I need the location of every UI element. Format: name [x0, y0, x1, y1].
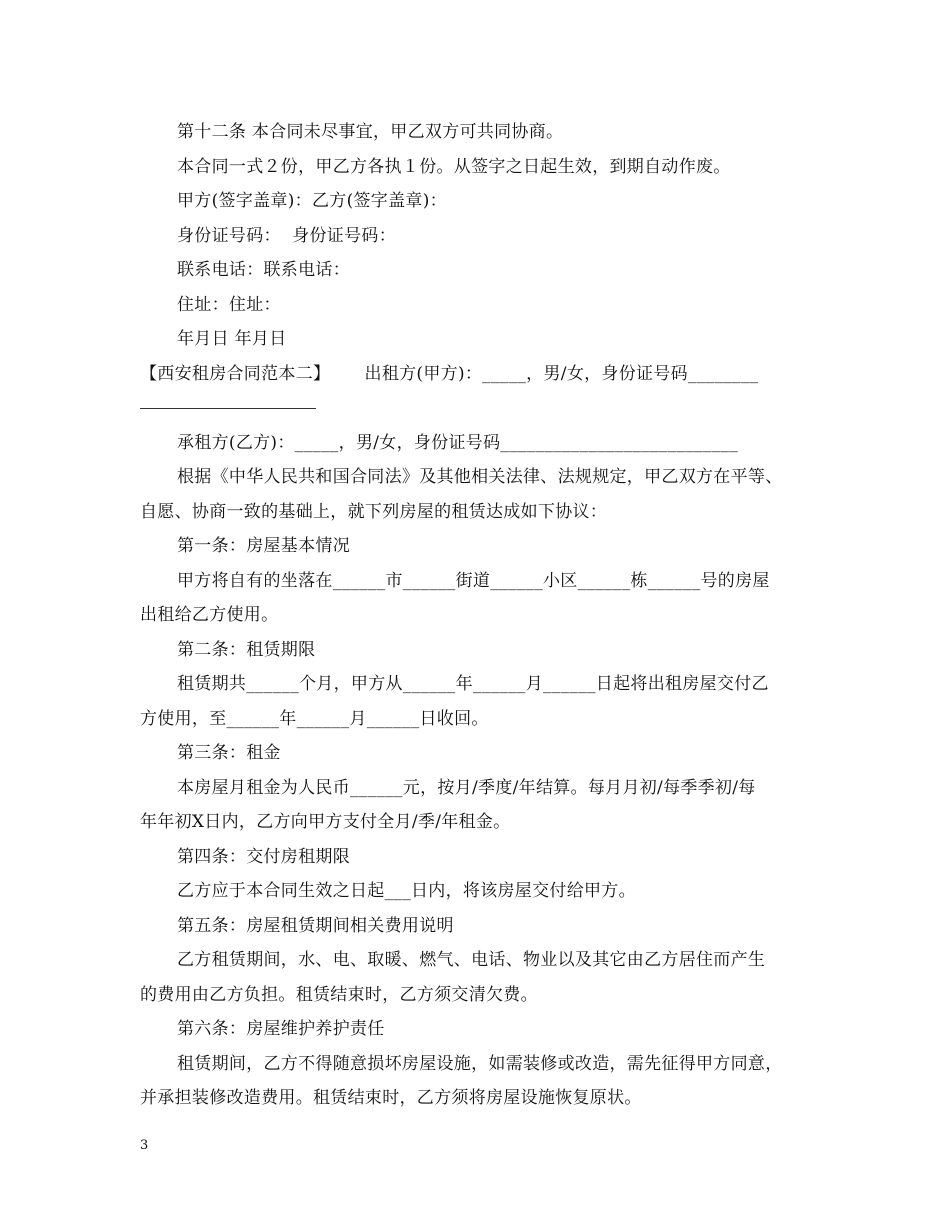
- article-4-text: 乙方应于本合同生效之日起___日内，将该房屋交付给甲方。: [177, 881, 636, 901]
- article-4-heading: 第四条：交付房租期限: [177, 846, 350, 867]
- page-number: 3: [140, 1138, 149, 1153]
- address-line: 住址：住址：: [177, 294, 281, 315]
- article-2-text-2: 方使用，至______年______月______日收回。: [140, 708, 489, 729]
- article-5-text-1: 乙方租赁期间，水、电、取暖、燃气、电话、物业以及其它由乙方居住而产生: [177, 950, 766, 970]
- preamble-line-2: 自愿、协商一致的基础上，就下列房屋的租赁达成如下协议：: [140, 501, 608, 522]
- signature-line: 甲方(签字盖章)：乙方(签字盖章)：: [177, 191, 447, 211]
- lessee-line: 承租方(乙方)：_____，男/女，身份证号码___________________________: [177, 432, 738, 453]
- date-line: 年月日 年月日: [177, 329, 287, 349]
- template-two-heading: 【西安租房合同范本二】 出租方(甲方)：_____，男/女，身份证号码________: [140, 363, 759, 384]
- article-3-heading: 第三条：租金: [177, 743, 281, 763]
- preamble-line-1: 根据《中华人民共和国合同法》及其他相关法律、法规规定，甲乙双方在平等、: [177, 467, 783, 487]
- article-2-heading: 第二条：租赁期限: [177, 639, 316, 660]
- article-6-heading: 第六条：房屋维护养护责任: [177, 1019, 385, 1039]
- phone-line: 联系电话：联系电话：: [177, 260, 350, 280]
- article-3-text-1: 本房屋月租金为人民币______元，按月/季度/年结算。每月月初/每季季初/每: [177, 777, 756, 798]
- article-6-text-2: 并承担装修改造费用。租赁结束时，乙方须将房屋设施恢复原状。: [140, 1088, 642, 1108]
- copies-line: 本合同一式２份，甲乙方各执１份。从签字之日起生效，到期自动作废。: [177, 156, 731, 177]
- id-number-underline: [140, 408, 316, 409]
- id-number-line: 身份证号码： 身份证号码：: [177, 225, 397, 246]
- document-body: [140, 115, 820, 1116]
- article-1-heading: 第一条：房屋基本情况: [177, 536, 350, 556]
- article-2-text-1: 租赁期共______个月，甲方从______年______月______日起将出租房屋交付乙: [177, 674, 769, 694]
- article-3-text-2: 年年初X日内，乙方向甲方支付全月/季/年租金。: [140, 812, 511, 832]
- clause-12-line: 第十二条 本合同未尽事宜，甲乙双方可共同协商。: [177, 122, 564, 142]
- article-5-heading: 第五条：房屋租赁期间相关费用说明: [177, 915, 454, 936]
- article-5-text-2: 的费用由乙方负担。租赁结束时，乙方须交清欠费。: [140, 984, 538, 1005]
- article-6-text-1: 租赁期间，乙方不得随意损坏房屋设施，如需装修或改造，需先征得甲方同意，: [177, 1053, 783, 1074]
- article-1-text-2: 出租给乙方使用。: [140, 605, 279, 625]
- article-1-text-1: 甲方将自有的坐落在______市______街道______小区______栋______号的房屋: [177, 570, 770, 591]
